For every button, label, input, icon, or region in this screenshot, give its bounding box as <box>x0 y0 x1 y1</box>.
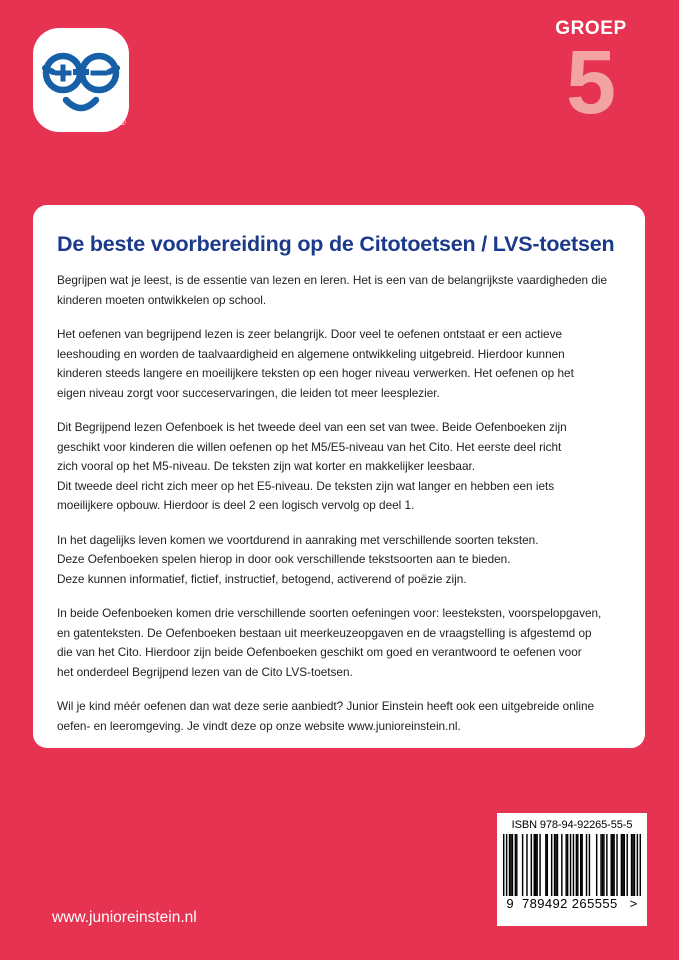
isbn-label: ISBN 978-94-92265-55-5 <box>511 819 633 831</box>
body-text-line: en gatenteksten. De Oefenboeken bestaan uit meerkeuzeopgaven en de vraagstelling is afgestemd op <box>57 625 592 640</box>
website-url: www.junioreinstein.nl <box>52 909 197 926</box>
junior-einstein-logo <box>33 28 129 132</box>
body-text-line: Dit Begrijpend lezen Oefenboek is het tweede deel van een set van twee. Beide Oefenboeken zijn <box>57 420 567 434</box>
body-text-line: Het oefenen van begrijpend lezen is zeer belangrijk. Door veel te oefenen ontstaat er een actieve <box>57 327 562 341</box>
body-text-line: eigen niveau zorgt voor succeservaringen, die leiden tot meer leesplezier. <box>57 385 440 400</box>
body-text-line: oefen- en leeromgeving. Je vindt deze op onze website www.junioreinstein.nl. <box>57 718 461 733</box>
body-text-line: Deze kunnen informatief, fictief, instructief, betogend, activerend of poëzie zijn. <box>57 571 467 586</box>
body-paragraph-3 <box>57 418 621 516</box>
barcode-block <box>497 813 647 926</box>
barcode-digits: 9 789492 265555 > <box>506 896 638 911</box>
groep-badge <box>531 18 651 133</box>
page-title: De beste voorbereiding op de Citotoetsen / LVS-toetsen <box>57 232 615 256</box>
body-text-line: leeshouding en worden de taalvaardigheid en algemene ontwikkeling uitgebreid. Hierdoor kunnen <box>57 346 565 361</box>
body-text-line: die van het Cito. Hierdoor zijn beide Oefenboeken geschikt om goed en verantwoord te oefenen voor <box>57 645 582 659</box>
body-paragraph-2 <box>57 325 621 403</box>
body-paragraph-4 <box>57 531 621 590</box>
body-text-line: moeilijkere opbouw. Hierdoor is deel 2 een logisch vervolg op deel 1. <box>57 498 415 512</box>
body-text-line: In het dagelijks leven komen we voortdurend in aanraking met verschillende soorten teksten. <box>57 532 539 547</box>
body-paragraph-6 <box>57 697 621 736</box>
barcode-bars-icon <box>503 834 641 896</box>
body-text-line: Begrijpen wat je leest, is de essentie van lezen en leren. Het is een van de belangrijkste vaardigheden die <box>57 273 608 287</box>
body-text-line: geschikt voor kinderen die willen oefenen op het M5/E5-niveau van het Cito. Het eerste deel richt <box>57 439 562 454</box>
groep-label: GROEP <box>555 18 627 39</box>
content-card <box>33 205 645 748</box>
body-text-line: kinderen steeds langere en moeilijkere teksten op een hoger niveau verwerken. Het oefenen op het <box>57 366 574 380</box>
body-text-line: Deze Oefenboeken spelen hierop in door ook verschillende tekstsoorten aan te bieden. <box>57 552 511 566</box>
body-text-line: zich vooral op het M5-niveau. De teksten zijn wat korter en makkelijker leesbaar. <box>57 459 476 473</box>
logo-face-icon <box>33 28 129 132</box>
body-text-line: het onderdeel Begrijpend lezen van de Cito LVS-toetsen. <box>57 664 353 679</box>
body-paragraph-1 <box>57 271 621 310</box>
registered-trademark-icon: ® <box>119 117 126 127</box>
body-text-line: kinderen moeten ontwikkelen op school. <box>57 292 267 307</box>
body-text-line: Wil je kind méér oefenen dan wat deze serie aanbiedt? Junior Einstein heeft ook een uitgebreide online <box>57 699 595 713</box>
body-paragraph-5 <box>57 604 621 682</box>
body-text-line: Dit tweede deel richt zich meer op het E5-niveau. De teksten zijn wat langer en hebben een iets <box>57 478 555 493</box>
body-text-line: In beide Oefenboeken komen drie verschillende soorten oefeningen voor: leesteksten, voorspelopgaven, <box>57 606 602 620</box>
groep-number: 5 <box>565 33 617 133</box>
